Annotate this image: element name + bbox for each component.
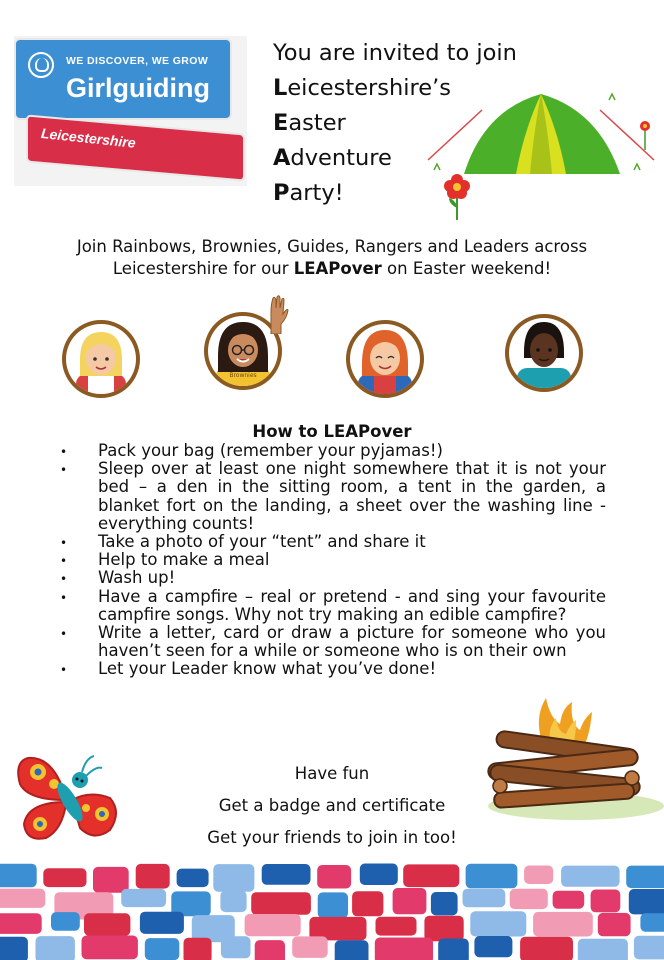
mosaic-tile bbox=[213, 864, 254, 892]
footer-line-2: Get a badge and certificate bbox=[218, 796, 446, 815]
mosaic-tile bbox=[0, 913, 42, 934]
invite-line: You are invited to join bbox=[273, 40, 517, 66]
leader-avatar bbox=[505, 314, 583, 392]
mosaic-tile bbox=[145, 938, 180, 960]
mosaic-tile bbox=[93, 867, 129, 893]
trefoil-icon bbox=[28, 52, 54, 78]
mosaic-tile bbox=[626, 866, 664, 889]
logo-name: Girlguiding bbox=[66, 73, 210, 103]
mosaic-tile bbox=[438, 939, 469, 960]
mosaic-border bbox=[0, 862, 664, 960]
mosaic-tile bbox=[561, 866, 620, 887]
tent-icon bbox=[424, 90, 656, 180]
logo-blue-panel bbox=[16, 40, 230, 118]
mosaic-tile bbox=[524, 866, 553, 885]
list-item: • Let your Leader know what you’ve done! bbox=[60, 660, 606, 678]
mosaic-tile bbox=[598, 913, 631, 936]
invite-word-2: Easter bbox=[273, 110, 346, 136]
list-item: • Take a photo of your “tent” and share it bbox=[60, 533, 606, 551]
leapover-bold: LEAPover bbox=[293, 259, 382, 278]
mosaic-tile bbox=[463, 889, 506, 908]
list-item: • Sleep over at least one night somewhere that it is not your bed – a den in the sitting room, a tent in the garden, a blanket fort on the landing, a sheet over the washing line - everything counts! bbox=[60, 460, 606, 533]
mosaic-tile bbox=[140, 912, 184, 934]
mosaic-tile bbox=[317, 865, 351, 889]
invite-word-1: Leicestershire’s bbox=[273, 75, 451, 101]
mosaic-tile bbox=[591, 890, 621, 913]
mosaic-tile bbox=[375, 938, 433, 960]
mosaic-tile bbox=[629, 889, 664, 914]
list-item: • Help to make a meal bbox=[60, 551, 606, 569]
list-item: • Pack your bag (remember your pyjamas!) bbox=[60, 442, 606, 460]
mosaic-tile bbox=[184, 938, 212, 960]
mosaic-tile bbox=[470, 911, 526, 936]
mosaic-tile bbox=[0, 864, 37, 888]
mosaic-tile bbox=[510, 889, 548, 909]
mosaic-tile bbox=[36, 936, 75, 960]
mosaic-tile bbox=[262, 864, 311, 885]
mosaic-tile bbox=[352, 891, 383, 916]
footer-line-3: Get your friends to join in too! bbox=[207, 828, 457, 847]
mosaic-tile bbox=[640, 913, 664, 931]
rainbow-girl-avatar bbox=[62, 320, 140, 398]
campfire-icon bbox=[466, 694, 664, 824]
intro-text: Join Rainbows, Brownies, Guides, Rangers and Leaders across Leicestershire for our LEAPover on Easter weekend! bbox=[76, 237, 588, 278]
invite-word-3: Adventure bbox=[273, 145, 392, 171]
mosaic-tile bbox=[43, 868, 86, 887]
mosaic-tile bbox=[255, 940, 285, 960]
mosaic-tile bbox=[318, 892, 348, 918]
mosaic-tile bbox=[403, 864, 459, 887]
mosaic-tile bbox=[553, 891, 585, 909]
how-to-title: How to LEAPover bbox=[252, 422, 412, 441]
mosaic-tile bbox=[376, 917, 417, 936]
mosaic-tile bbox=[466, 864, 518, 889]
butterfly-icon bbox=[14, 750, 124, 850]
brownies-badge-text: Brownies bbox=[229, 372, 257, 379]
mosaic-tile bbox=[520, 937, 573, 960]
mosaic-tile bbox=[474, 936, 512, 957]
invite-word-4: Party! bbox=[273, 180, 344, 206]
footer-line-1: Have fun bbox=[294, 764, 370, 783]
mosaic-tile bbox=[424, 916, 463, 942]
mosaic-tile bbox=[393, 888, 427, 914]
how-to-list bbox=[60, 442, 606, 679]
mosaic-tile bbox=[177, 869, 209, 888]
mosaic-tile bbox=[578, 939, 628, 960]
mosaic-tile bbox=[220, 891, 246, 913]
mosaic-tile bbox=[0, 889, 45, 908]
mosaic-tile bbox=[51, 912, 80, 931]
list-item: • Write a letter, card or draw a picture for someone who you haven’t seen for a while or someone who is on their own bbox=[60, 624, 606, 660]
mosaic-tile bbox=[251, 892, 311, 915]
mosaic-tile bbox=[82, 936, 138, 960]
girlguiding-logo bbox=[14, 36, 247, 186]
mosaic-tile bbox=[335, 940, 369, 960]
mosaic-tile bbox=[0, 937, 28, 960]
mosaic-tile bbox=[431, 892, 458, 915]
mosaic-tile bbox=[634, 936, 664, 960]
mosaic-tile bbox=[533, 912, 593, 937]
list-item: • Wash up! bbox=[60, 569, 606, 587]
mosaic-tile bbox=[221, 936, 251, 958]
small-flower-icon bbox=[637, 120, 653, 150]
mosaic-tile bbox=[136, 864, 170, 889]
logo-tagline: WE DISCOVER, WE GROW bbox=[66, 55, 209, 67]
guide-girl-avatar bbox=[346, 320, 424, 398]
mosaic-tile bbox=[245, 914, 301, 936]
mosaic-tile bbox=[84, 913, 130, 935]
list-item: • Have a campfire – real or pretend - and sing your favourite campfire songs. Why not try making an edible campfire? bbox=[60, 588, 606, 624]
raised-hand-icon bbox=[265, 294, 289, 334]
mosaic-tile bbox=[121, 889, 166, 907]
mosaic-tile bbox=[292, 936, 328, 958]
mosaic-tile bbox=[360, 864, 398, 886]
logo-county: Leicestershire bbox=[40, 125, 137, 151]
flower-icon bbox=[442, 174, 472, 222]
